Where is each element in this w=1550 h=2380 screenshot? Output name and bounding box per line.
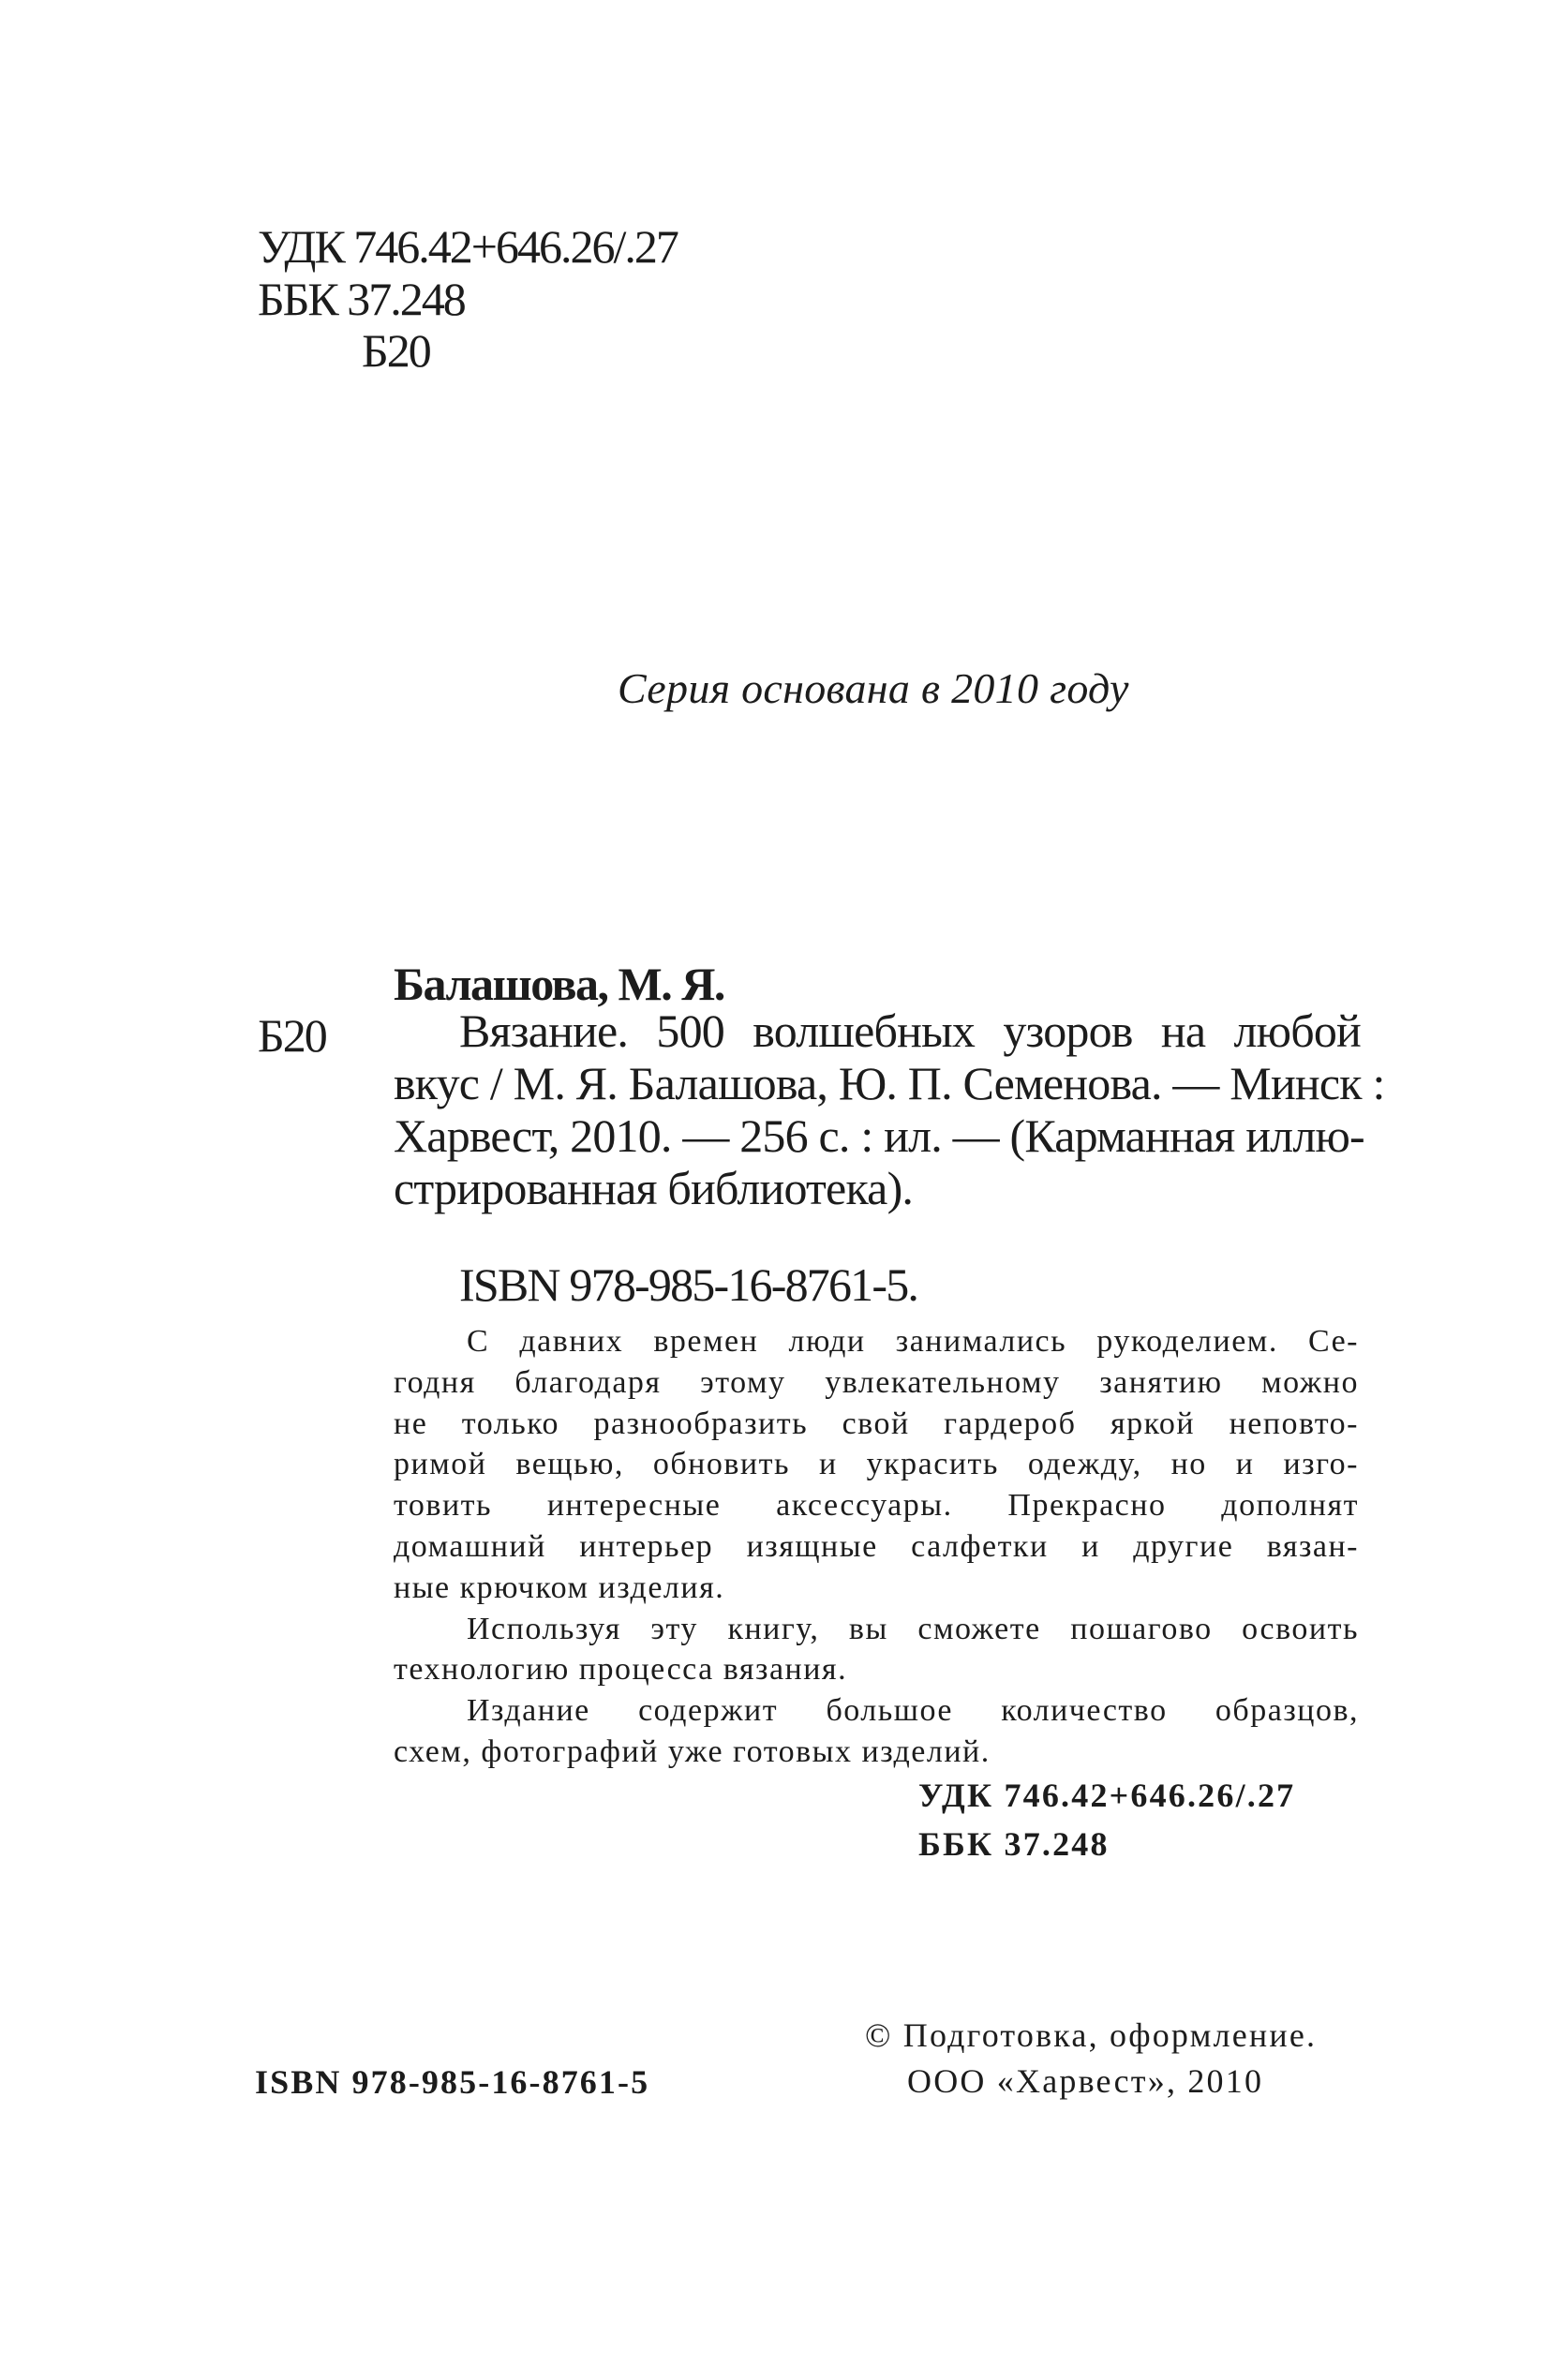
copyright-line-2: ООО «Харвест», 2010 [907,2062,1264,2100]
annotation [394,1321,1359,1773]
annotation-line: товить интересные аксессуары. Прекрасно дополнят [394,1488,1359,1524]
annotation-line: Издание содержит большое количество образцов, [467,1693,1359,1729]
annotation-line: домашний интерьер изящные салфетки и другие вязан- [394,1528,1359,1564]
udk-code-bottom: УДК 746.42+646.26/.27 [918,1777,1296,1814]
bibliographic-description [394,1004,1385,1214]
copyright-line-1: © Подготовка, оформление. [865,2016,1318,2054]
annotation-line: римой вещью, обновить и украсить одежду, но и изго- [394,1447,1359,1482]
catalog-isbn: ISBN 978-985-16-8761-5. [459,1258,918,1311]
annotation-line: технологию процесса вязания. [394,1652,848,1688]
annotation-line: не только разнообразить свой гардероб яркой неповто- [394,1406,1359,1441]
bib-line: стрированная библиотека). [394,1162,914,1214]
annotation-line: С давних времен люди занимались рукоделием. Се- [467,1324,1359,1359]
bib-line: Харвест, 2010. — 256 с. : ил. — (Карманная иллю- [394,1109,1364,1162]
isbn-bottom: ISBN 978-985-16-8761-5 [255,2063,650,2101]
bbk-code-bottom: ББК 37.248 [918,1825,1110,1863]
bbk-code-top: ББК 37.248 [258,273,465,325]
annotation-line: ные крючком изделия. [394,1569,725,1605]
bib-line: Вязание. 500 волшебных узоров на любой [459,1004,1361,1057]
annotation-line: Используя эту книгу, вы сможете пошагово освоить [467,1611,1359,1646]
catalog-author-sign: Б20 [258,1009,326,1062]
annotation-line: годня благодаря этому увлекательному занятию можно [394,1364,1359,1400]
bib-line: вкус / М. Я. Балашова, Ю. П. Семенова. — Минск : [394,1057,1385,1109]
catalog-author: Балашова, М. Я. [394,958,724,1010]
annotation-line: схем, фотографий уже готовых изделий. [394,1733,991,1769]
series-note: Серия основана в 2010 году [618,664,1129,712]
author-sign-top: Б20 [362,324,430,377]
udk-code-top: УДК 746.42+646.26/.27 [258,220,678,273]
